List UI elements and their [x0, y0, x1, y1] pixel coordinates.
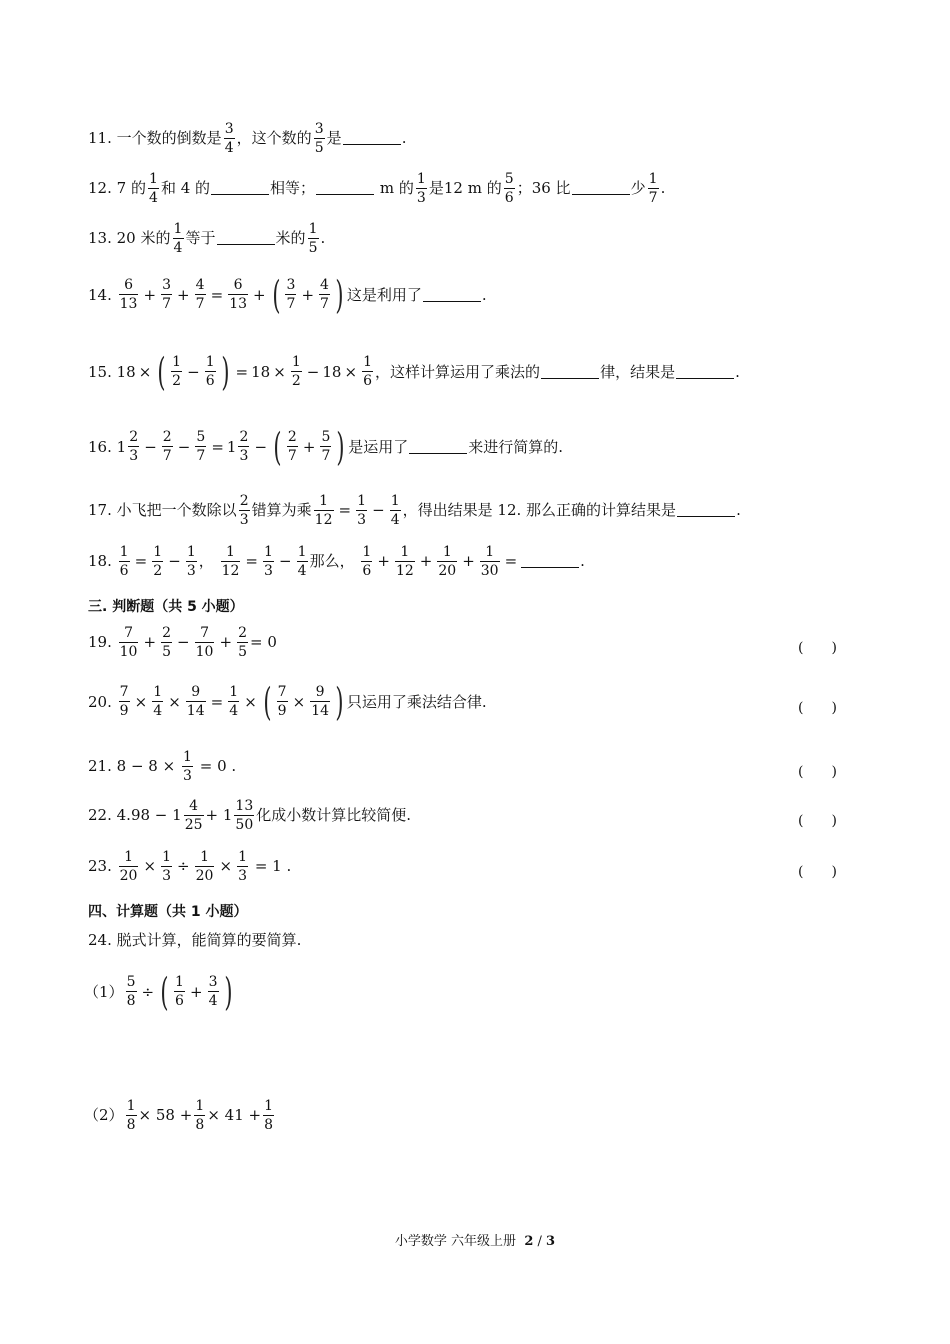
mixed-number: 1 2 3 [226, 429, 249, 464]
fraction: $\frac{1}{8}$ [195, 1098, 205, 1133]
fraction: 4 25 [184, 798, 203, 833]
fraction: $\frac{1}{3}$ [357, 493, 367, 528]
fraction: $\frac{4}{7}$ [195, 277, 205, 312]
question-20: 20. $\frac{7}{9}$ × $\frac{1}{4}$ × $\frac{9}{14}$ = $\frac{1}{4}$ × ( $\frac{7}{9}$ × $\frac{9}{14}$ ) 只运用了乘法结合律. [88, 680, 487, 724]
question-16: 16. 1 2 3 − $\frac{2}{7}$ − $\frac{5}{7}$ = 1 2 3 − ( 2 7 + $\frac{5}{7}$ ) 是运用了 来进行简算的. [88, 425, 564, 469]
question-21: 21. 8 − 8 × $\frac{1}{3}$ = 0 . [88, 749, 237, 784]
fraction: 1 3 [416, 171, 426, 206]
fraction: $\frac{7}{9}$ [119, 684, 129, 719]
fraction: 2 3 [239, 493, 249, 528]
fraction: $\frac{1}{12}$ [314, 493, 333, 528]
fraction: $\frac{1}{6}$ [363, 354, 372, 389]
fraction: 2 3 [129, 429, 139, 464]
fraction: $\frac{5}{7}$ [196, 429, 206, 464]
answer-blank[interactable] [211, 182, 269, 195]
fraction: $\frac{1}{30}$ [480, 544, 499, 579]
question-24: 24. 脱式计算，能简算的要简算. [88, 931, 302, 949]
answer-blank[interactable] [217, 232, 275, 245]
page-total: 3 [546, 1234, 556, 1249]
answer-blank[interactable] [343, 132, 401, 145]
question-15: 15. 18 × ( 1 2 − $\frac{1}{6}$ ) = 18 × $\frac{1}{2}$ − 18 × $\frac{1}{6}$ ，这样计算运用了乘法的 律，结果是 . [88, 350, 740, 394]
section-heading-judgement: 三. 判断题（共 5 小题） [88, 599, 244, 615]
judgement-answer-paren[interactable]: ( ) [798, 864, 837, 880]
fraction: $\frac{1}{12}$ [395, 544, 414, 579]
fraction: 1 2 [172, 354, 182, 389]
fraction: $\frac{1}{4}$ [390, 493, 400, 528]
fraction: $\frac{1}{8}$ [264, 1098, 274, 1133]
question-13: 13. 20 米的 1 4 等于 米的 1 5 . [88, 221, 326, 256]
section-heading-calculation: 四、计算题（共 1 小题） [88, 904, 248, 920]
fraction: $\frac{1}{6}$ [119, 544, 129, 579]
fraction: $\frac{6}{13}$ [229, 277, 248, 312]
answer-blank[interactable] [541, 366, 599, 379]
parenthesis-group: ( $\frac{7}{9}$ × $\frac{9}{14}$ ) [263, 680, 344, 724]
question-12: 12. 7 的 1 4 和 4 的 相等； m 的 1 3 是12 m 的 5 6 ；36 比 少 1 7 . [88, 171, 666, 206]
parenthesis-group: ( 3 7 + $\frac{4}{7}$ ) [271, 273, 344, 317]
fraction: $\frac{3}{7}$ [162, 277, 171, 312]
fraction: 1 6 [174, 974, 184, 1009]
answer-blank[interactable] [521, 555, 579, 568]
judgement-answer-paren[interactable]: ( ) [798, 700, 837, 716]
fraction: 2 7 [287, 429, 297, 464]
fraction: 1 7 [648, 171, 658, 206]
fraction: $\frac{9}{14}$ [311, 684, 330, 719]
fraction: $\frac{4}{7}$ [320, 277, 329, 312]
fraction: 6 13 [119, 277, 138, 312]
fraction: $\frac{1}{6}$ [205, 354, 215, 389]
fraction: $\frac{1}{8}$ [126, 1098, 136, 1133]
answer-blank[interactable] [409, 441, 467, 454]
question-11: 11. 一个数的倒数是 3 4 ，这个数的 3 5 是 . [88, 121, 407, 156]
fraction: $\frac{1}{2}$ [153, 544, 163, 579]
fraction: $\frac{5}{8}$ [126, 974, 136, 1009]
answer-blank[interactable] [316, 182, 374, 195]
fraction: 1 4 [148, 171, 158, 206]
question-24-part-1: （1） $\frac{5}{8}$ ÷ ( 1 6 + $\frac{3}{4}$ ) [84, 973, 235, 1011]
fraction: $\frac{1}{12}$ [221, 544, 240, 579]
fraction: 13 50 [235, 798, 254, 833]
fraction: 7 10 [119, 625, 138, 660]
fraction: 1 4 [173, 221, 183, 256]
fraction: $\frac{7}{10}$ [195, 625, 214, 660]
question-24-part-2: （2） $\frac{1}{8}$ × 58 + $\frac{1}{8}$ × 41 + $\frac{1}{8}$ [84, 1098, 274, 1133]
parenthesis-group: ( 2 7 + $\frac{5}{7}$ ) [273, 425, 345, 469]
judgement-answer-paren[interactable]: ( ) [798, 813, 837, 829]
question-22: 22. 4.98 − 1 4 25 + 1 13 50 化成小数计算比较简便. [88, 798, 412, 833]
answer-blank[interactable] [572, 182, 630, 195]
judgement-answer-paren[interactable]: ( ) [798, 640, 837, 656]
fraction: $\frac{9}{14}$ [186, 684, 205, 719]
question-19: 19. 7 10 + $\frac{2}{5}$ − $\frac{7}{10}$ + $\frac{2}{5}$ = 0 [88, 625, 277, 660]
fraction: 5 6 [504, 171, 514, 206]
page-number: 2 [524, 1234, 534, 1249]
fraction: $\frac{1}{3}$ [162, 849, 171, 884]
fraction: 3 5 [314, 121, 324, 156]
fraction: $\frac{1}{20}$ [195, 849, 214, 884]
fraction: $\frac{1}{3}$ [238, 849, 247, 884]
fraction: $\frac{3}{4}$ [208, 974, 218, 1009]
question-18: 18. $\frac{1}{6}$ = $\frac{1}{2}$ − $\frac{1}{3}$ ， $\frac{1}{12}$ = $\frac{1}{3}$ − $\frac{1}{4}$ 那么， 1 6 + $\frac{1}{12}$ + $\frac{1}{20}$ + $\frac{1}{30}$ = . [88, 544, 585, 579]
fraction: $\frac{1}{3}$ [182, 749, 192, 784]
fraction: $\frac{2}{7}$ [162, 429, 172, 464]
judgement-answer-paren[interactable]: ( ) [798, 764, 837, 780]
fraction: $\frac{7}{9}$ [277, 684, 287, 719]
mixed-number: 1 2 3 [116, 429, 139, 464]
fraction: $\frac{1}{3}$ [186, 544, 196, 579]
question-23: 23. $\frac{1}{20}$ × $\frac{1}{3}$ ÷ $\frac{1}{20}$ × $\frac{1}{3}$ = 1 . [88, 849, 292, 884]
fraction: $\frac{1}{3}$ [264, 544, 273, 579]
fraction: $\frac{1}{4}$ [297, 544, 307, 579]
fraction: $\frac{1}{2}$ [291, 354, 301, 389]
fraction: 1 6 [362, 544, 372, 579]
fraction: $\frac{1}{4}$ [153, 684, 163, 719]
fraction: 1 5 [308, 221, 318, 256]
fraction: $\frac{5}{7}$ [321, 429, 331, 464]
answer-blank[interactable] [677, 504, 735, 517]
answer-blank[interactable] [423, 289, 481, 302]
parenthesis-group: ( 1 6 + $\frac{3}{4}$ ) [160, 970, 233, 1014]
fraction: 2 3 [239, 429, 249, 464]
fraction: $\frac{1}{4}$ [229, 684, 239, 719]
fraction: 3 7 [286, 277, 296, 312]
page-footer: 小学数学 六年级上册 2 / 3 [394, 1234, 556, 1249]
parenthesis-group: ( 1 2 − $\frac{1}{6}$ ) [157, 350, 230, 394]
fraction: 3 4 [224, 121, 234, 156]
question-17: 17. 小飞把一个数除以 2 3 错算为乘 $\frac{1}{12}$ = $\frac{1}{3}$ − $\frac{1}{4}$ ，得出结果是 12. 那么正确的计算结果是 . [88, 493, 741, 528]
answer-blank[interactable] [676, 366, 734, 379]
fraction: $\frac{2}{5}$ [238, 625, 247, 660]
question-14: 14. 6 13 + $\frac{3}{7}$ + $\frac{4}{7}$ = $\frac{6}{13}$ + ( 3 7 + $\frac{4}{7}$ ) 这是利用了 . [88, 273, 487, 317]
fraction: $\frac{1}{20}$ [119, 849, 138, 884]
fraction: $\frac{1}{20}$ [438, 544, 457, 579]
fraction: $\frac{2}{5}$ [162, 625, 171, 660]
